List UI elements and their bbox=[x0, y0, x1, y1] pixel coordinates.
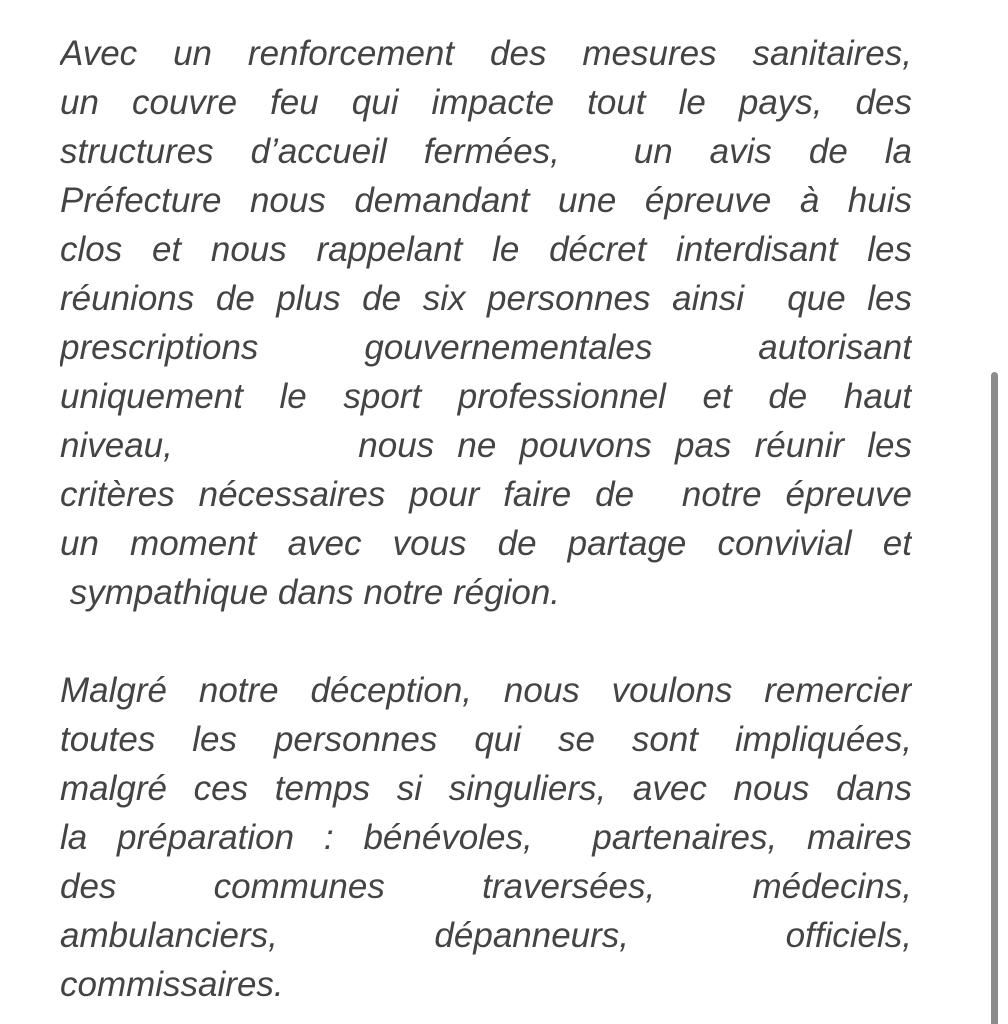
scrollbar[interactable] bbox=[991, 372, 998, 1024]
text-line: Préfecture nous demandant une épreuve à huis bbox=[60, 181, 912, 220]
text-line: niveau, nous ne pouvons pas réunir les bbox=[60, 426, 912, 465]
text-line: sympathique dans notre région. bbox=[60, 573, 561, 612]
text-line: toutes les personnes qui se sont impliquées, bbox=[60, 720, 912, 759]
text-line: malgré ces temps si singuliers, avec nous dans bbox=[60, 769, 912, 808]
text-line: uniquement le sport professionnel et de haut bbox=[60, 377, 912, 416]
text-line: commissaires. bbox=[60, 965, 284, 1004]
text-line: Avec un renforcement des mesures sanitaires, bbox=[60, 34, 912, 73]
text-line: des communes traversées, médecins, bbox=[60, 867, 912, 906]
text-line: Malgré notre déception, nous voulons remercier bbox=[60, 671, 912, 710]
text-line: critères nécessaires pour faire de notre épreuve bbox=[60, 475, 912, 514]
text-line: clos et nous rappelant le décret interdisant les bbox=[60, 230, 912, 269]
text-line: réunions de plus de six personnes ainsi que les bbox=[60, 279, 912, 318]
text-line: ambulanciers, dépanneurs, officiels, bbox=[60, 916, 912, 955]
text-line: un couvre feu qui impacte tout le pays, des bbox=[60, 83, 912, 122]
text-line: structures d’accueil fermées, un avis de la bbox=[60, 132, 912, 171]
text-line: la préparation : bénévoles, partenaires, maires bbox=[60, 818, 912, 857]
text-line: un moment avec vous de partage convivial et bbox=[60, 524, 912, 563]
text-line: prescriptions gouvernementales autorisant bbox=[60, 328, 912, 367]
